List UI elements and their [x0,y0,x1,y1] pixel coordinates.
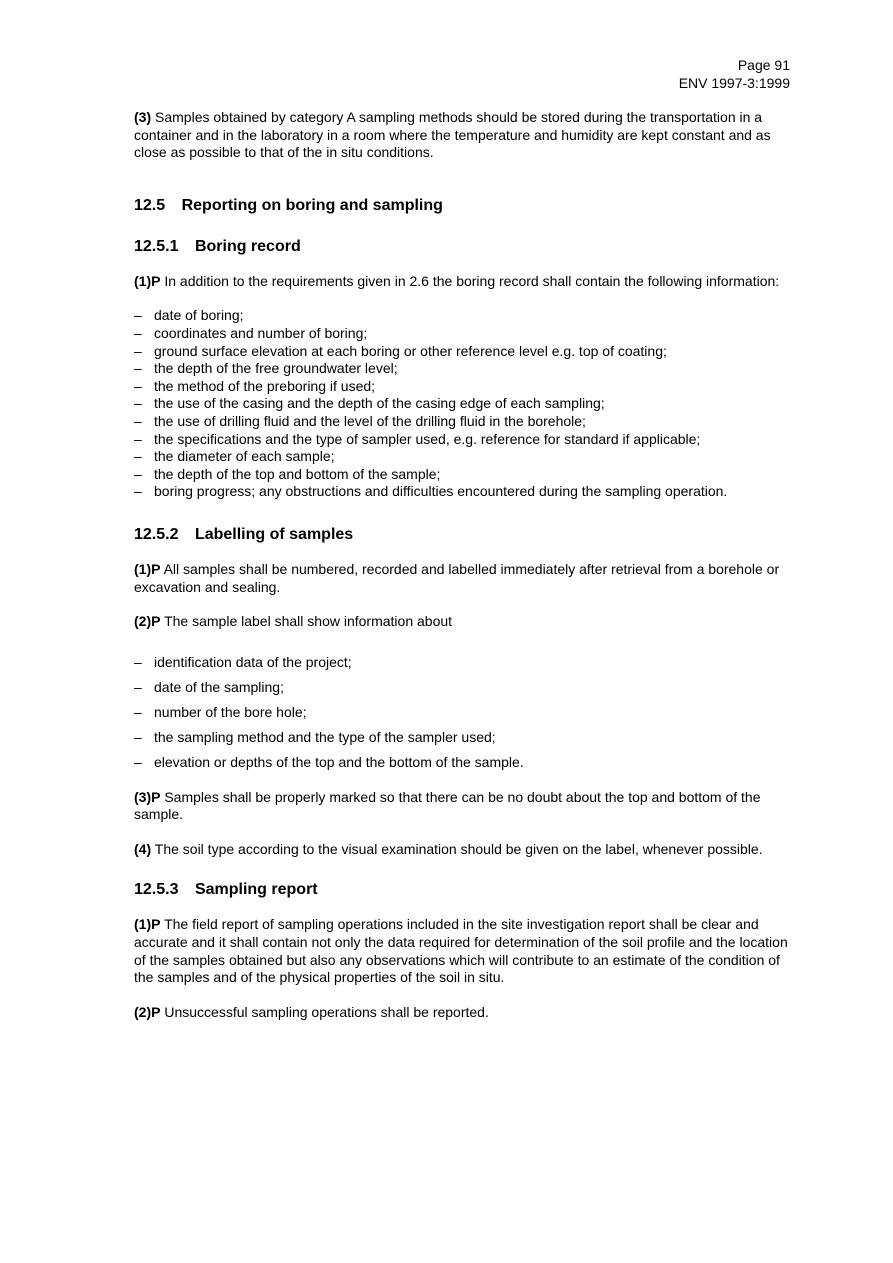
list-item [134,729,790,747]
list-item-text: ground surface elevation at each boring or other reference level e.g. top of coating; [154,342,667,359]
clause-label: (1)P [134,560,161,577]
dash-bullet: – [134,465,142,482]
list-item-text: the use of the casing and the depth of the casing edge of each sampling; [154,395,605,412]
list-item-text: the depth of the free groundwater level; [154,360,398,377]
list-item-text: date of boring; [154,307,244,324]
list-item-text: date of the sampling; [154,678,284,695]
dash-bullet: – [134,754,142,771]
clause-label: (3) [134,109,152,125]
clause-label: (4) [134,840,152,857]
clause-text: The field report of sampling operations included in the site investigation report shall be clear and accurate and it shall contain not only the data required for determination of the soil profile and the location of the samples obtained but also any observations which will contribute to an estimate of the condition of the samples and of the physical properties of the soil in situ. [134,916,788,986]
list-item [134,654,790,672]
list-item [134,325,790,343]
list-item [134,360,790,378]
dash-bullet: – [134,360,142,377]
list-item [134,395,790,413]
list-item-text: the method of the preboring if used; [154,377,376,394]
dash-bullet: – [134,430,142,447]
heading-12-5-3 [134,880,790,899]
dash-bullet: – [134,307,142,324]
heading-12-5-1 [134,237,790,256]
heading-12-5 [134,196,790,215]
dash-bullet: – [134,342,142,359]
list-item-text: elevation or depths of the top and the bottom of the sample. [154,754,524,771]
list-item-text: the use of drilling fluid and the level of the drilling fluid in the borehole; [154,412,586,429]
clause-text: Unsuccessful sampling operations shall be reported. [164,1003,489,1020]
dash-bullet: – [134,483,142,500]
paragraph-report-1 [134,916,790,986]
boring-record-list [134,307,790,501]
paragraph-labelling-3 [134,789,790,824]
list-item [134,413,790,431]
list-item-text: the depth of the top and bottom of the sample; [154,465,441,482]
dash-bullet: – [134,728,142,745]
dash-bullet: – [134,412,142,429]
list-item [134,307,790,325]
dash-bullet: – [134,448,142,465]
list-item-text: number of the bore hole; [154,703,307,720]
list-item [134,431,790,449]
paragraph-report-2 [134,1004,790,1022]
heading-title: Reporting on boring and sampling [181,196,443,214]
clause-text: Samples obtained by category A sampling methods should be stored during the transportation in a container and in the laboratory in a room where the temperature and humidity are kept constant and as close as possible to that of the in situ conditions. [134,109,771,161]
dash-bullet: – [134,703,142,720]
paragraph-boring-intro [134,273,790,291]
list-item-text: the specifications and the type of sampler used, e.g. reference for standard if applicable; [154,430,701,447]
clause-label: (3)P [134,788,161,805]
clause-text: All samples shall be numbered, recorded and labelled immediately after retrieval from a borehole or excavation and sealing. [134,560,780,595]
list-item-text: boring progress; any obstructions and difficulties encountered during the sampling operation. [154,483,728,500]
list-item [134,754,790,772]
heading-number: 12.5 [134,196,166,214]
list-item-text: identification data of the project; [154,653,352,670]
list-item [134,483,790,501]
paragraph-labelling-4 [134,841,790,859]
list-item [134,378,790,396]
list-item [134,448,790,466]
page-header [134,56,790,92]
clause-label: (1)P [134,272,161,289]
page-number: Page 91 [737,57,790,73]
heading-number: 12.5.3 [134,881,179,899]
heading-number: 12.5.2 [134,525,179,543]
dash-bullet: – [134,653,142,670]
paragraph-labelling-2 [134,613,790,631]
heading-number: 12.5.1 [134,237,179,255]
list-item [134,679,790,697]
list-item-text: the diameter of each sample; [154,448,335,465]
clause-label: (2)P [134,613,161,630]
dash-bullet: – [134,324,142,341]
dash-bullet: – [134,678,142,695]
label-info-list [134,654,790,772]
clause-text: The sample label shall show information about [164,613,453,630]
dash-bullet: – [134,377,142,394]
clause-label: (1)P [134,916,161,933]
clause-text: The soil type according to the visual examination should be given on the label, whenever possible. [154,840,763,857]
dash-bullet: – [134,395,142,412]
list-item [134,704,790,722]
heading-title: Labelling of samples [194,525,354,543]
clause-text: Samples shall be properly marked so that there can be no doubt about the top and bottom of the sample. [134,788,761,823]
heading-title: Sampling report [194,881,318,899]
paragraph-labelling-1 [134,561,790,596]
heading-title: Boring record [194,237,301,255]
paragraph-storage [134,109,790,162]
list-item-text: coordinates and number of boring; [154,324,368,341]
list-item-text: the sampling method and the type of the sampler used; [154,728,496,745]
list-item [134,343,790,361]
list-item [134,466,790,484]
clause-text: In addition to the requirements given in 2.6 the boring record shall contain the following information: [164,272,780,289]
clause-label: (2)P [134,1003,161,1020]
heading-12-5-2 [134,525,790,544]
document-reference: ENV 1997-3:1999 [678,75,790,91]
